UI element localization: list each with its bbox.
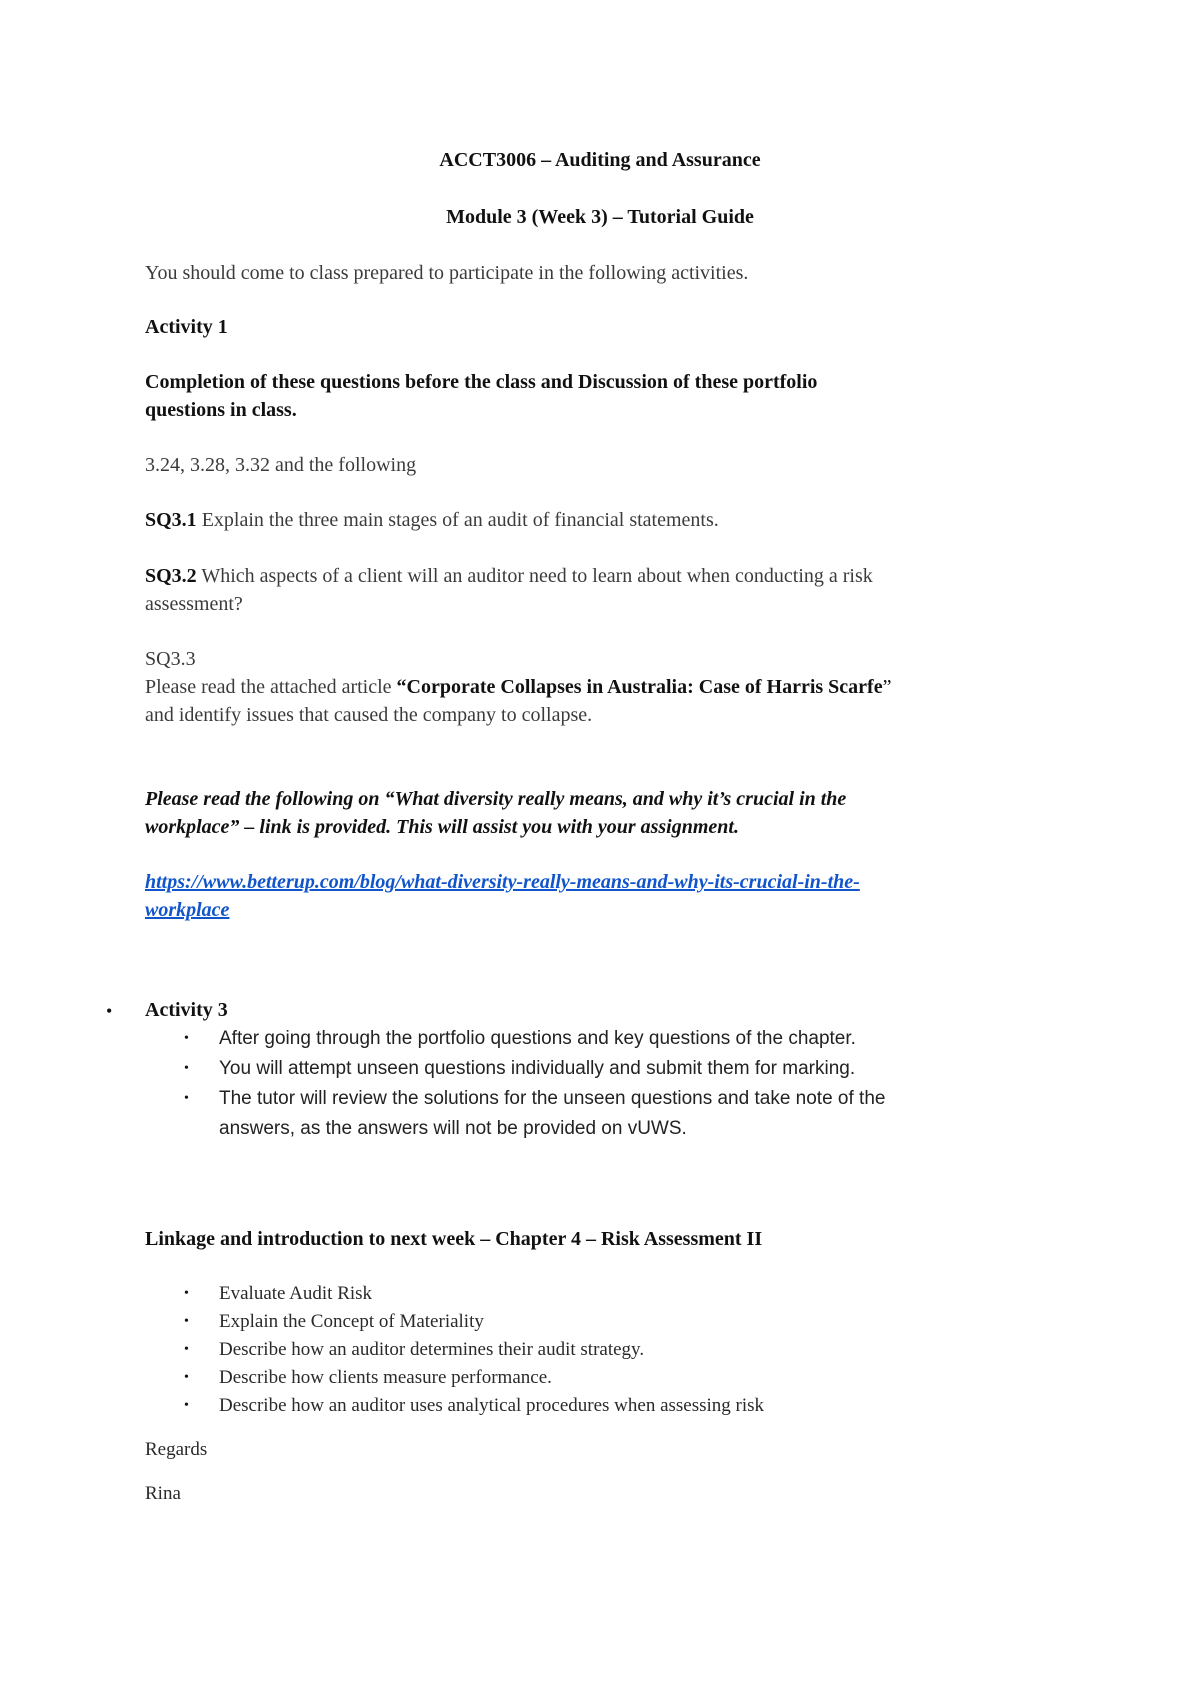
intro-text: You should come to class prepared to participate in the following activities. bbox=[145, 262, 749, 284]
sq33-text-line2: and identify issues that caused the company to collapse. bbox=[145, 704, 593, 726]
linkage-item-bullet-icon: • bbox=[184, 1286, 189, 1301]
linkage-item-2: Explain the Concept of Materiality bbox=[219, 1311, 484, 1332]
sq33-article-title: “Corporate Collapses in Australia: Case of Harris Scarfe bbox=[396, 676, 883, 698]
linkage-item-4: Describe how clients measure performance. bbox=[219, 1367, 552, 1388]
activity3-item-1: After going through the portfolio questions and key questions of the chapter. bbox=[219, 1028, 856, 1049]
activity1-heading: Activity 1 bbox=[145, 316, 228, 338]
linkage-item-5: Describe how an auditor uses analytical procedures when assessing risk bbox=[219, 1395, 765, 1416]
activity3-item-3: The tutor will review the solutions for the unseen questions and take note of the bbox=[219, 1088, 886, 1109]
sq31-paragraph bbox=[145, 506, 719, 534]
activity1-instruction-line1: Completion of these questions before the class and Discussion of these portfolio bbox=[145, 371, 818, 393]
activity1-instruction-line2: questions in class. bbox=[145, 399, 297, 421]
activity3-item-bullet-icon: • bbox=[184, 1061, 189, 1076]
activity3-item-3-continued: answers, as the answers will not be provided on vUWS. bbox=[219, 1118, 687, 1139]
activity3-bullet-icon: • bbox=[106, 1001, 113, 1021]
sq32-line1 bbox=[145, 562, 873, 590]
linkage-item-bullet-icon: • bbox=[184, 1342, 189, 1357]
sq32-label: SQ3.2 bbox=[145, 565, 197, 587]
activity1-questions: 3.24, 3.28, 3.32 and the following bbox=[145, 454, 417, 476]
diversity-link-line2[interactable]: workplace bbox=[145, 899, 230, 921]
activity3-item-bullet-icon: • bbox=[184, 1031, 189, 1046]
diversity-line1: Please read the following on “What diversity really means, and why it’s crucial in the bbox=[145, 788, 847, 810]
linkage-item-bullet-icon: • bbox=[184, 1314, 189, 1329]
linkage-heading: Linkage and introduction to next week – Chapter 4 – Risk Assessment II bbox=[145, 1228, 763, 1250]
sq33-pre: Please read the attached article bbox=[145, 676, 397, 698]
course-title: ACCT3006 – Auditing and Assurance bbox=[439, 149, 761, 171]
sq33-label: SQ3.3 bbox=[145, 648, 196, 670]
activity3-item-bullet-icon: • bbox=[184, 1091, 189, 1106]
sq32-text-line2: assessment? bbox=[145, 593, 243, 615]
sq31-text: Explain the three main stages of an audit of financial statements. bbox=[196, 509, 719, 531]
activity3-item-2: You will attempt unseen questions individually and submit them for marking. bbox=[219, 1058, 856, 1079]
linkage-item-3: Describe how an auditor determines their audit strategy. bbox=[219, 1339, 645, 1360]
sq33-close-quote: ” bbox=[882, 676, 892, 698]
linkage-item-bullet-icon: • bbox=[184, 1398, 189, 1413]
module-title: Module 3 (Week 3) – Tutorial Guide bbox=[446, 206, 754, 228]
activity3-heading: Activity 3 bbox=[145, 999, 228, 1021]
closing-name: Rina bbox=[145, 1483, 181, 1504]
sq32-text-line1: Which aspects of a client will an auditor need to learn about when conducting a risk bbox=[196, 565, 873, 587]
sq33-line1 bbox=[145, 673, 891, 701]
diversity-link-line1[interactable]: https://www.betterup.com/blog/what-diversity-really-means-and-why-its-crucial-in-the- bbox=[145, 871, 860, 893]
linkage-item-bullet-icon: • bbox=[184, 1370, 189, 1385]
linkage-item-1: Evaluate Audit Risk bbox=[219, 1283, 373, 1304]
sq31-label: SQ3.1 bbox=[145, 509, 197, 531]
diversity-line2: workplace” – link is provided. This will assist you with your assignment. bbox=[145, 816, 739, 838]
closing-regards: Regards bbox=[145, 1439, 208, 1460]
